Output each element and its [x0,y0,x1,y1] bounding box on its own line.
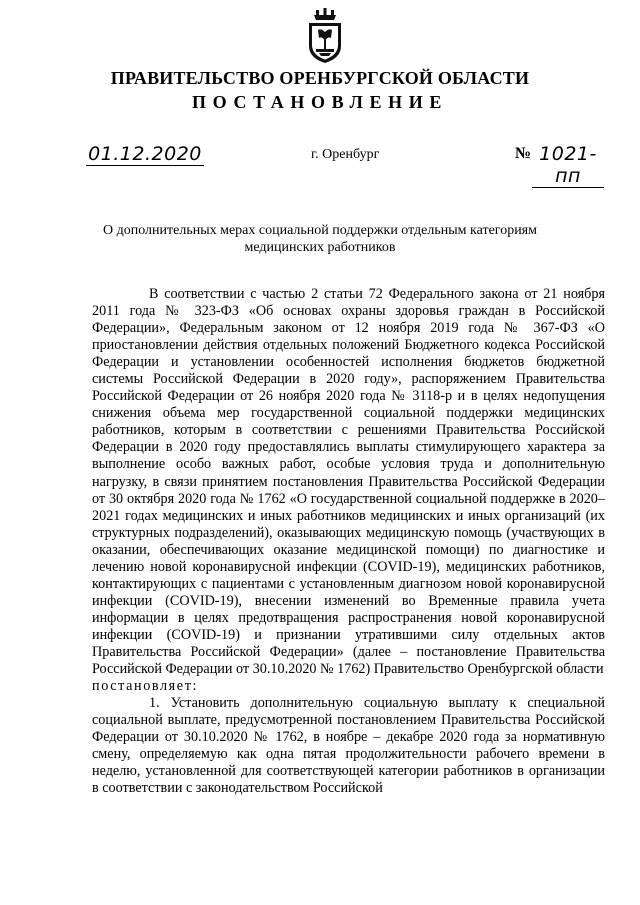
preamble-text: В соответствии с частью 2 статьи 72 Федерального закона от 21 ноября 2011 года № 323-ФЗ «Об основах охраны здоровья граждан в Российской Федерации», Федеральным законом от 12 ноября 2019 года № 367-ФЗ «О приостановлении действия отдельных положений Бюджетного кодекса Российской Федерации и установлении особенностей исполнения бюджетов бюджетной системы Российской Федерации в 2020 году», распоряжением Правительства Российской Федерации от 26 ноября 2020 года № 3118-р и в целях недопущения снижения объема мер государственной социальной поддержки медицинских работников, которым в соответствии с решениями Правительства Российской Федерации в 2020 году предоставлялись выплаты стимулирующего характера за выполнение особо важных работ, особые условия труда и дополнительную нагрузку, в связи принятием постановления Правительства Российской Федерации от 30 октября 2020 года № 1762 «О государственной социальной поддержке в 2020–2021 годах медицинских и иных работников медицинских и иных организаций (их структурных подразделений), оказывающих медицинскую помощь (участвующих в оказании, обеспечивающих оказание медицинской помощи) по диагностике и лечению новой коронавирусной инфекции (COVID-19), медицинских работников, контактирующих с пациентами с установленным диагнозом новой коронавирусной инфекции (COVID-19), внесении изменений во Временные правила учета информации в целях предотвращения распространения новой коронавирусной инфекции (COVID-19) и признании утратившими силу отдельных актов Правительства Российской Федерации» (далее – постановление Правительства Российской Федерации от 30.10.2020 № 1762) Правительство Оренбургской области [92,286,605,678]
document-body [92,286,605,797]
number-label: № [515,145,532,162]
resolves-paragraph [92,678,605,695]
item-1-paragraph [92,695,605,797]
document-title: О дополнительных мерах социальной поддержки отдельным категориям медицинских работников [103,223,537,255]
document-date: 01.12.2020 [86,143,204,166]
document-city: г. Оренбург [311,147,380,162]
resolves-word: постановляет: [92,678,199,695]
document-type: ПОСТАНОВЛЕНИЕ [192,92,448,112]
preamble-paragraph [92,286,605,678]
coat-of-arms-icon [307,8,343,64]
document-number: 1021-пп [532,143,604,188]
government-name: ПРАВИТЕЛЬСТВО ОРЕНБУРГСКОЙ ОБЛАСТИ [110,68,530,88]
item-1-text: 1. Установить дополнительную социальную выплату к специальной социальной выплате, предусмотренной постановлением Правительства Российской Федерации от 30.10.2020 № 1762, в ноябре – декабре 2020 года за нормативную смену, определяемую как одна пятая продолжительности рабочего времени в неделю, установленной для соответствующей категории работников в организации в соответствии с законодательством Российской [92,695,605,797]
